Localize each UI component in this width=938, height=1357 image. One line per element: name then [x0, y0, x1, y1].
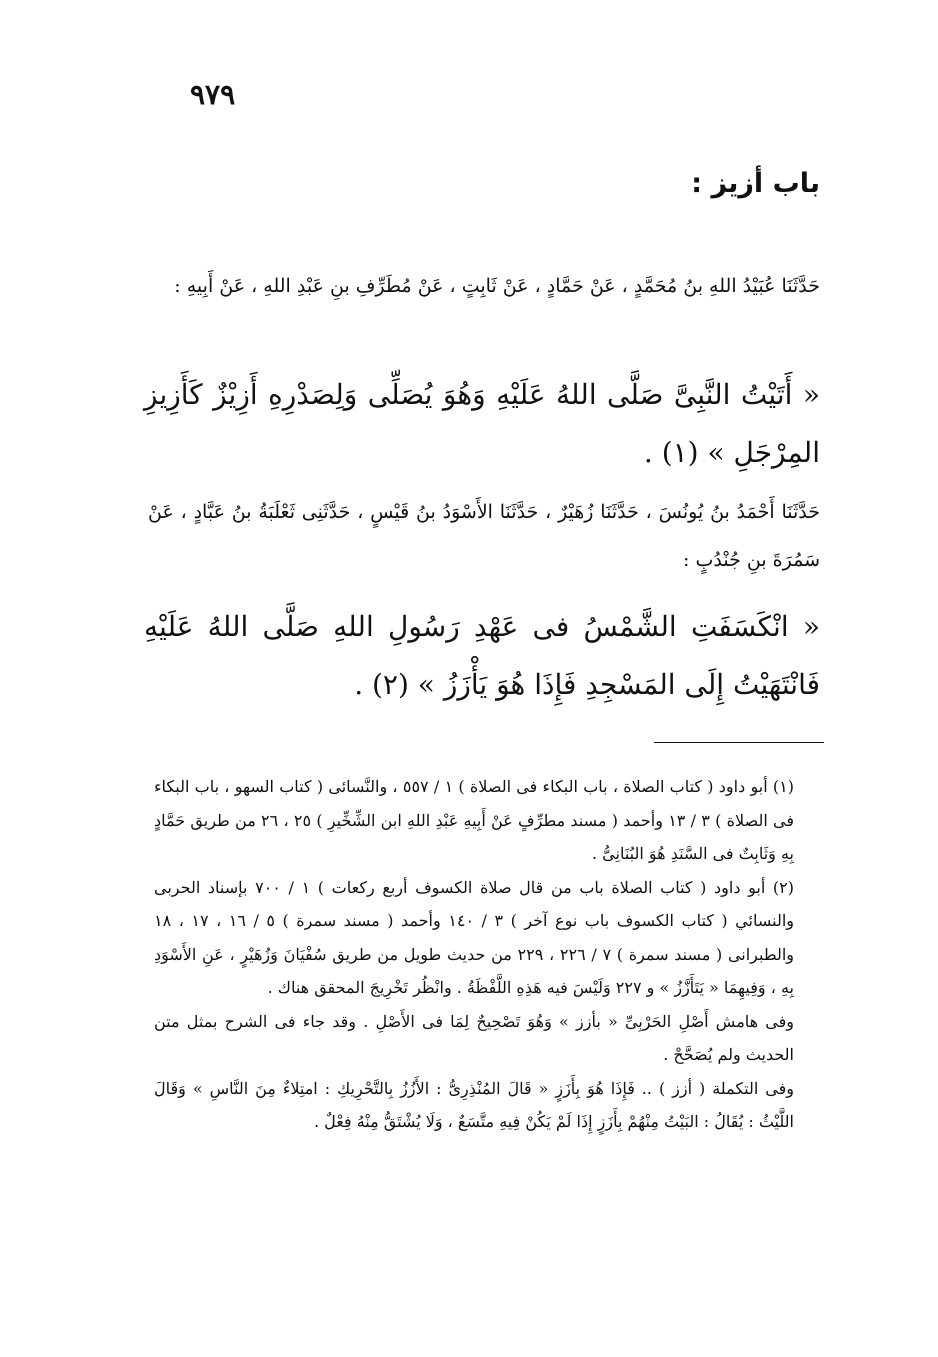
- footnote-2-margin-note: وفى هامش أَصْلِ الحَرْبِىِّ « بأزز » وَهُوَ تَصْحِيحٌ لِمَا فى الأَصْلِ . وقد جاء فى الشرح بمثل متن الحديث ولم يُصَحَّحْ .: [154, 1011, 794, 1064]
- footnote-separator: [654, 742, 824, 743]
- hadith-2-isnad: حَدَّثَنَا أَحْمَدُ بنُ يُونُسَ ، حَدَّثَنَا زُهَيْرٌ ، حَدَّثَنَا الأَسْوَدُ بنُ قَيْسٍ ، حَدَّثَنِى ثَعْلَبَةُ بنُ عَبَّادٍ ، عَنْ سَمُرَةَ بنِ جُنْدُبٍ :: [148, 501, 820, 571]
- footnote-1: (١) أبو داود ( كتاب الصلاة ، باب البكاء فى الصلاة ) ١ / ٥٥٧ ، والنَّسائى ( كتاب السهو ، باب البكاء فى الصلاة ) ٣ / ١٣ وأحمد ( مسند مطرِّفٍ عَنْ أَبِيهِ عَبْدِ اللهِ ابن الشِّخِّيرِ ) ٢٥ ، ٢٦ من طريق حَمَّادٍ بِهِ وَثَابِتٌ فى السَّنَدِ هُوَ البُنَانِىُّ .: [154, 777, 795, 863]
- hadith-1-matn: « أَتَيْتُ النَّبِىَّ صَلَّى اللهُ عَلَيْهِ وَهُوَ يُصَلِّى وَلِصَدْرِهِ أَزِيْزٌ كَأَزِيزِ المِرْجَلِ » (١) .: [144, 378, 820, 469]
- hadith-1-isnad: حَدَّثَنَا عُبَيْدُ اللهِ بنُ مُحَمَّدٍ ، عَنْ حَمَّادٍ ، عَنْ ثَابِتٍ ، عَنْ مُطَرِّفِ بنِ عَبْدِ اللهِ ، عَنْ أَبِيهِ :: [174, 275, 820, 297]
- footnote-2: (٢) أبو داود ( كتاب الصلاة باب من قال صلاة الكسوف أربع ركعات ) ١ / ٧٠٠ بإسناد الحربى والنسائي ( كتاب الكسوف باب نوع آخر ) ٣ / ١٤٠ وأحمد ( مسند سمرة ) ٥ / ١٦ ، ١٧ ، ١٨ والطبرانى ( مسند سمرة ) ٧ / ٢٢٦ ، ٢٢٩ من حديث طويل من طريق سُفْيَانَ وَزُهَيْرٍ ، عَنِ الأَسْوَدِ بِهِ ، وَفِيهِمَا « يَتَأَزَّزُ » و ٢٢٧ وَلَيْسَ فيه هَذِهِ اللَّفْظَةُ . وانْظُر تَخْرِيجَ المحقق هناك .: [154, 877, 795, 997]
- chapter-title: باب أزيز :: [691, 168, 820, 199]
- footnote-2-takmila-note: وفى التكملة ( أزز ) .. فَإِذَا هُوَ بِأَزَزٍ « قَالَ المُنْذِرِىُّ : الأَزُزُ بِالتَّحْرِيكِ : امتِلاءٌ مِنَ النَّاسِ » وَقَالَ اللَّيْثُ : يُقَالُ : البَيْتُ مِنْهُمْ بِأَزَزٍ إِذَا لَمْ يَكُنْ فِيهِ متَّسَعٌ ، وَلَا يُشْتَقُّ مِنْهُ فِعْلٌ .: [154, 1078, 794, 1131]
- hadith-2-matn: « انْكَسَفَتِ الشَّمْسُ فى عَهْدِ رَسُولِ اللهِ صَلَّى اللهُ عَلَيْهِ فَانْتَهَيْتُ إِلَى المَسْجِدِ فَإِذَا هُوَ يَأْزَزُ » (٢) .: [144, 610, 820, 701]
- footnotes: [154, 770, 820, 1139]
- page-number: ٩٧٩: [190, 78, 236, 111]
